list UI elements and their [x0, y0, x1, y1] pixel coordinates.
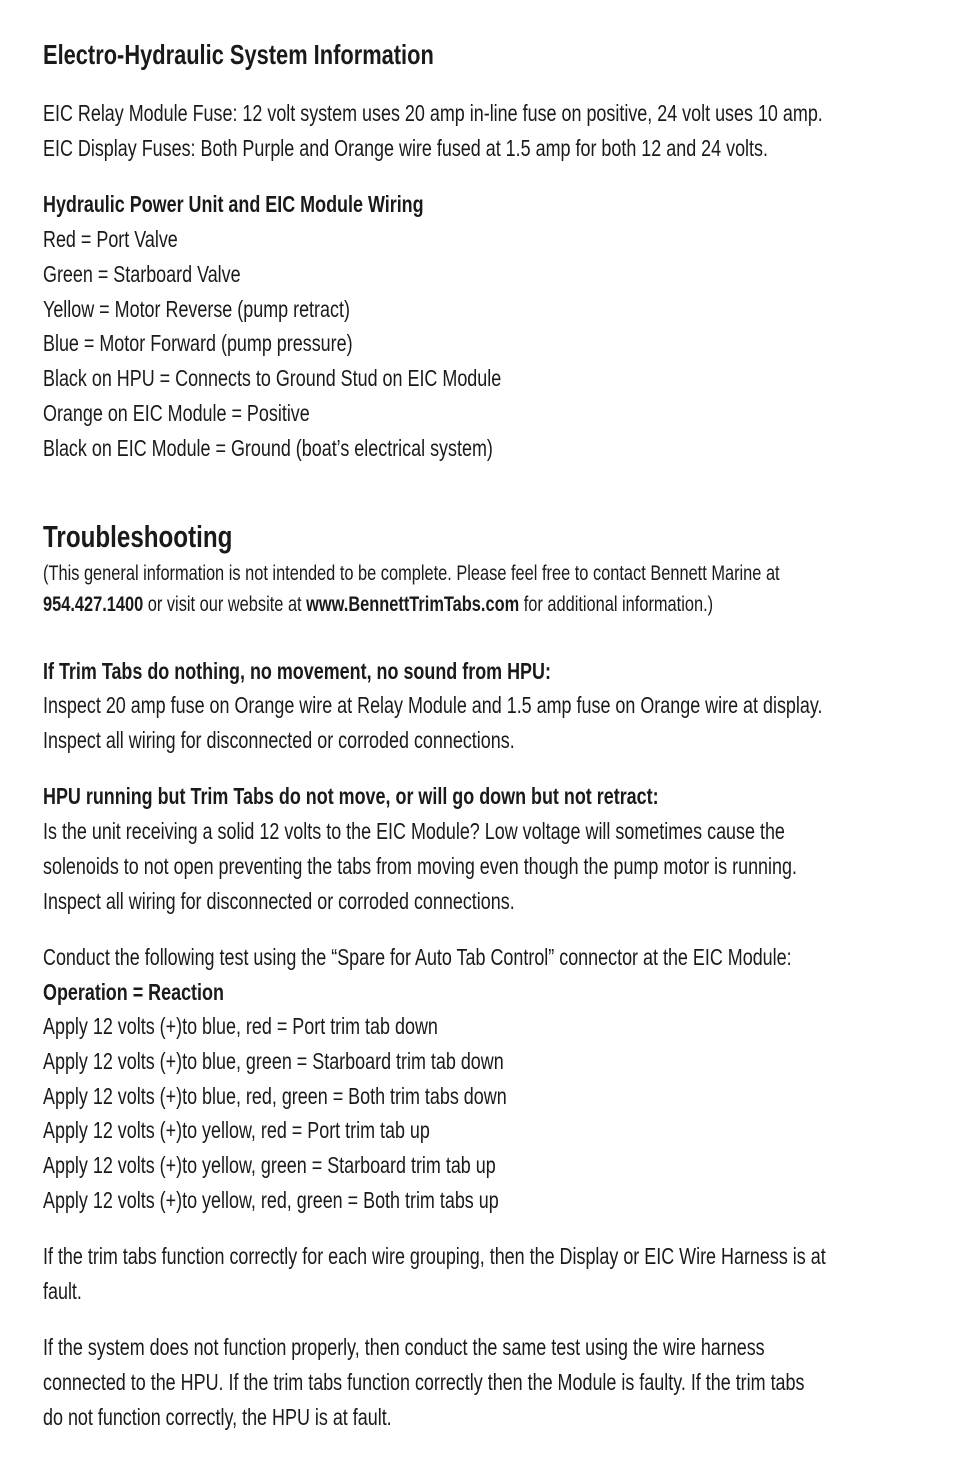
conclusion-line: If the trim tabs function correctly for each wire grouping, then the Display or EIC Wire Harness is at: [43, 1243, 826, 1269]
wiring-item: Red = Port Valve: [43, 226, 178, 252]
wiring-item: Blue = Motor Forward (pump pressure): [43, 330, 353, 356]
troubleshooting-contact: [43, 589, 902, 620]
issue-heading: HPU running but Trim Tabs do not move, or will go down but not retract:: [43, 783, 659, 809]
conclusion-line: fault.: [43, 1278, 82, 1304]
test-item: Apply 12 volts (+)to blue, red, green = Both trim tabs down: [43, 1083, 507, 1109]
issue-heading: If Trim Tabs do nothing, no movement, no sound from HPU:: [43, 658, 551, 684]
contact-text: or visit our website at: [143, 593, 307, 616]
conclusion-line: connected to the HPU. If the trim tabs function correctly then the Module is faulty. If the trim tabs: [43, 1369, 805, 1395]
troubleshooting-intro: (This general information is not intended to be complete. Please feel free to contact Bennett Marine at: [43, 562, 780, 585]
phone-number: 954.427.1400: [43, 593, 144, 616]
troubleshooting-title: Troubleshooting: [43, 519, 233, 554]
wiring-item: Black on HPU = Connects to Ground Stud on EIC Module: [43, 365, 502, 391]
conclusion-line: If the system does not function properly, then conduct the same test using the wire harness: [43, 1334, 765, 1360]
wiring-item: Black on EIC Module = Ground (boat’s electrical system): [43, 435, 493, 461]
issue-line: Is the unit receiving a solid 12 volts to the EIC Module? Low voltage will sometimes cause the: [43, 818, 785, 844]
test-table-heading: Operation = Reaction: [43, 979, 224, 1005]
issue-line: Inspect 20 amp fuse on Orange wire at Relay Module and 1.5 amp fuse on Orange wire at display.: [43, 692, 823, 718]
issue-line: solenoids to not open preventing the tabs from moving even though the pump motor is running.: [43, 853, 797, 879]
wiring-item: Orange on EIC Module = Positive: [43, 400, 310, 426]
issue-line: Inspect all wiring for disconnected or corroded connections.: [43, 727, 515, 753]
test-item: Apply 12 volts (+)to yellow, green = Starboard trim tab up: [43, 1152, 496, 1178]
test-item: Apply 12 volts (+)to blue, green = Starboard trim tab down: [43, 1048, 504, 1074]
test-item: Apply 12 volts (+)to blue, red = Port trim tab down: [43, 1013, 438, 1039]
wiring-item: Yellow = Motor Reverse (pump retract): [43, 296, 350, 322]
wiring-item: Green = Starboard Valve: [43, 261, 241, 287]
section-title: Electro-Hydraulic System Information: [43, 39, 434, 70]
contact-text-end: for additional information.): [519, 593, 714, 616]
test-item: Apply 12 volts (+)to yellow, red = Port trim tab up: [43, 1117, 430, 1143]
issue-line: Inspect all wiring for disconnected or corroded connections.: [43, 888, 515, 914]
test-intro: Conduct the following test using the “Spare for Auto Tab Control” connector at the EIC Module:: [43, 944, 792, 970]
wiring-heading: Hydraulic Power Unit and EIC Module Wiring: [43, 191, 424, 217]
website-link[interactable]: www.BennettTrimTabs.com: [306, 593, 520, 616]
fuse-info-line: EIC Relay Module Fuse: 12 volt system uses 20 amp in-line fuse on positive, 24 volt uses 10 amp.: [43, 100, 823, 126]
conclusion-line: do not function correctly, the HPU is at fault.: [43, 1404, 392, 1430]
fuse-info-line: EIC Display Fuses: Both Purple and Orange wire fused at 1.5 amp for both 12 and 24 volts.: [43, 135, 768, 161]
test-item: Apply 12 volts (+)to yellow, red, green = Both trim tabs up: [43, 1187, 499, 1213]
